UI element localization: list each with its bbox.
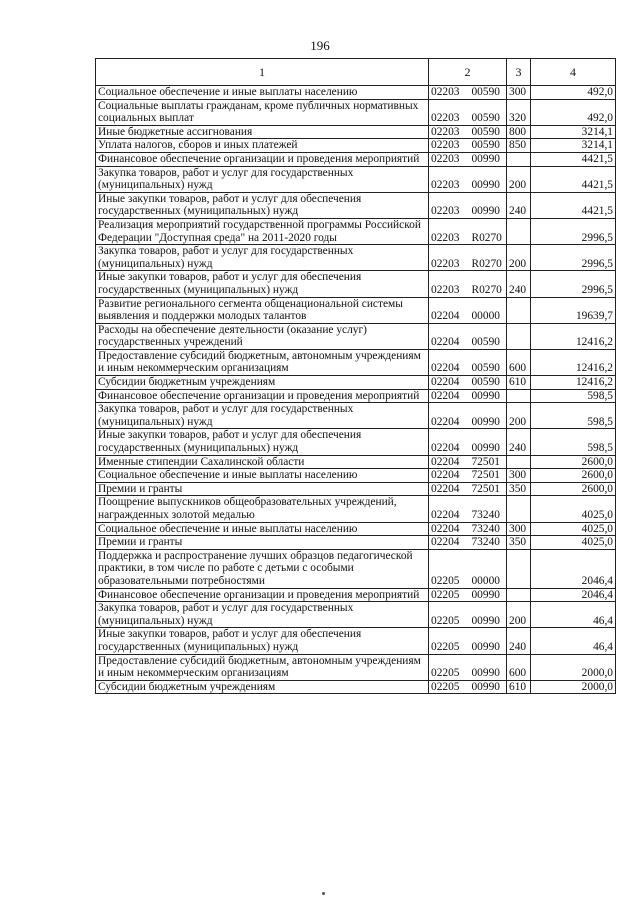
direction-code: 73240 [471, 536, 500, 549]
table-row [96, 536, 616, 550]
program-code: 02203 [431, 257, 460, 270]
program-code: 02203 [431, 139, 460, 152]
expense-type-cell: 300 [507, 522, 531, 536]
target-article-code-cell [429, 588, 507, 602]
target-article-code-cell [429, 628, 507, 654]
expense-name-cell: Социальные выплаты гражданам, кроме публичных нормативных социальных выплат [96, 99, 429, 125]
table-row [96, 323, 616, 349]
expense-name-cell: Социальное обеспечение и иные выплаты населению [96, 469, 429, 483]
expense-type-cell [507, 496, 531, 522]
target-article-code-cell [429, 680, 507, 694]
amount-cell: 2996,5 [531, 245, 616, 271]
target-article-code-cell [429, 429, 507, 455]
expense-name-cell: Социальное обеспечение и иные выплаты населению [96, 86, 429, 100]
program-code: 02204 [431, 362, 460, 375]
target-article-code-cell [429, 297, 507, 323]
program-code: 02205 [431, 588, 460, 601]
program-code: 02203 [431, 125, 460, 138]
program-code: 02204 [431, 522, 460, 535]
table-header-row [96, 59, 616, 86]
direction-code: 00590 [471, 125, 500, 138]
table-row [96, 496, 616, 522]
direction-code: R0270 [471, 257, 502, 270]
column-header-2: 2 [429, 59, 507, 86]
expense-type-cell [507, 549, 531, 588]
direction-code: 00990 [471, 442, 500, 455]
expense-type-cell [507, 455, 531, 469]
amount-cell: 3214,1 [531, 125, 616, 139]
expense-name-cell: Закупка товаров, работ и услуг для государственных (муниципальных) нужд [96, 602, 429, 628]
amount-cell: 598,5 [531, 389, 616, 403]
table-row [96, 271, 616, 297]
direction-code: 00990 [471, 640, 500, 653]
expense-type-cell [507, 152, 531, 166]
column-header-3: 3 [507, 59, 531, 86]
column-header-4: 4 [531, 59, 616, 86]
direction-code: 00590 [471, 376, 500, 389]
program-code: 02205 [431, 640, 460, 653]
direction-code: 72501 [471, 455, 500, 468]
expense-name-cell: Премии и гранты [96, 482, 429, 496]
program-code: 02204 [431, 376, 460, 389]
program-code: 02204 [431, 336, 460, 349]
amount-cell: 46,4 [531, 602, 616, 628]
amount-cell: 2046,4 [531, 549, 616, 588]
page-number: 196 [310, 38, 330, 53]
expense-type-cell: 800 [507, 125, 531, 139]
amount-cell: 4025,0 [531, 522, 616, 536]
amount-cell: 12416,2 [531, 323, 616, 349]
table-row [96, 99, 616, 125]
table-row [96, 125, 616, 139]
direction-code: 00590 [471, 139, 500, 152]
expense-type-cell [507, 389, 531, 403]
program-code: 02205 [431, 667, 460, 680]
expense-type-cell: 200 [507, 166, 531, 192]
expense-name-cell: Реализация мероприятий государственной программы Российской Федерации "Доступная среда" на 2011-2020 годы [96, 218, 429, 244]
expense-name-cell: Развитие регионального сегмента общенациональной системы выявления и поддержки молодых талантов [96, 297, 429, 323]
direction-code: R0270 [471, 283, 502, 296]
expense-type-cell: 610 [507, 680, 531, 694]
target-article-code-cell [429, 482, 507, 496]
direction-code: 00990 [471, 415, 500, 428]
program-code: 02204 [431, 455, 460, 468]
expense-type-cell [507, 323, 531, 349]
target-article-code-cell [429, 139, 507, 153]
expense-name-cell: Финансовое обеспечение организации и проведения мероприятий [96, 588, 429, 602]
amount-cell: 12416,2 [531, 349, 616, 375]
direction-code: 00590 [471, 86, 500, 98]
direction-code: 00990 [471, 179, 500, 192]
amount-cell: 3214,1 [531, 139, 616, 153]
expense-type-cell: 300 [507, 469, 531, 483]
target-article-code-cell [429, 86, 507, 100]
expense-type-cell: 320 [507, 99, 531, 125]
direction-code: 00590 [471, 112, 500, 125]
amount-cell: 2600,0 [531, 482, 616, 496]
program-code: 02204 [431, 310, 460, 323]
table-row [96, 86, 616, 100]
expense-type-cell: 350 [507, 536, 531, 550]
table-row [96, 588, 616, 602]
program-code: 02204 [431, 509, 460, 521]
program-code: 02204 [431, 389, 460, 402]
program-code: 02204 [431, 442, 460, 455]
table-row [96, 482, 616, 496]
target-article-code-cell [429, 125, 507, 139]
expense-type-cell: 610 [507, 376, 531, 390]
budget-table [95, 58, 616, 694]
program-code: 02203 [431, 152, 460, 165]
program-code: 02203 [431, 179, 460, 192]
expense-name-cell: Премии и гранты [96, 536, 429, 550]
direction-code: 00990 [471, 389, 500, 402]
amount-cell: 2996,5 [531, 218, 616, 244]
expense-name-cell: Закупка товаров, работ и услуг для государственных (муниципальных) нужд [96, 403, 429, 429]
amount-cell: 492,0 [531, 99, 616, 125]
expense-type-cell: 240 [507, 192, 531, 218]
table-row [96, 139, 616, 153]
table-row [96, 376, 616, 390]
program-code: 02204 [431, 482, 460, 495]
direction-code: 00990 [471, 588, 500, 601]
table-row [96, 455, 616, 469]
expense-name-cell: Иные закупки товаров, работ и услуг для обеспечения государственных (муниципальных) нужд [96, 192, 429, 218]
direction-code: 00590 [471, 362, 500, 375]
expense-type-cell: 200 [507, 245, 531, 271]
expense-type-cell: 600 [507, 654, 531, 680]
amount-cell: 2000,0 [531, 680, 616, 694]
expense-name-cell: Поддержка и распространение лучших образцов педагогической практики, в том числе по работе с детьми с особыми образовательными потребностями [96, 549, 429, 588]
program-code: 02205 [431, 680, 460, 693]
program-code: 02205 [431, 574, 460, 587]
table-row [96, 389, 616, 403]
expense-type-cell: 300 [507, 86, 531, 100]
table-row [96, 192, 616, 218]
target-article-code-cell [429, 271, 507, 297]
program-code: 02205 [431, 614, 460, 627]
table-row [96, 403, 616, 429]
direction-code: 73240 [471, 522, 500, 535]
amount-cell: 4421,5 [531, 192, 616, 218]
amount-cell: 492,0 [531, 86, 616, 100]
expense-type-cell: 240 [507, 271, 531, 297]
expense-type-cell: 200 [507, 403, 531, 429]
amount-cell: 4025,0 [531, 496, 616, 522]
expense-name-cell: Субсидии бюджетным учреждениям [96, 376, 429, 390]
expense-type-cell: 600 [507, 349, 531, 375]
program-code: 02203 [431, 231, 460, 244]
direction-code: 72501 [471, 482, 500, 495]
target-article-code-cell [429, 654, 507, 680]
table-row [96, 297, 616, 323]
program-code: 02204 [431, 469, 460, 482]
direction-code: 72501 [471, 469, 500, 482]
expense-type-cell: 240 [507, 429, 531, 455]
table-row [96, 218, 616, 244]
expense-name-cell: Предоставление субсидий бюджетным, автономным учреждениям и иным некоммерческим организациям [96, 654, 429, 680]
target-article-code-cell [429, 469, 507, 483]
target-article-code-cell [429, 389, 507, 403]
target-article-code-cell [429, 99, 507, 125]
expense-name-cell: Поощрение выпускников общеобразовательных учреждений, награжденных золотой медалью [96, 496, 429, 522]
expense-name-cell: Именные стипендии Сахалинской области [96, 455, 429, 469]
expense-name-cell: Закупка товаров, работ и услуг для государственных (муниципальных) нужд [96, 245, 429, 271]
expense-name-cell: Субсидии бюджетным учреждениям [96, 680, 429, 694]
expense-name-cell: Иные бюджетные ассигнования [96, 125, 429, 139]
expense-name-cell: Социальное обеспечение и иные выплаты населению [96, 522, 429, 536]
program-code: 02204 [431, 415, 460, 428]
expense-name-cell: Финансовое обеспечение организации и проведения мероприятий [96, 389, 429, 403]
program-code: 02204 [431, 536, 460, 549]
expense-type-cell: 200 [507, 602, 531, 628]
amount-cell: 2600,0 [531, 455, 616, 469]
target-article-code-cell [429, 403, 507, 429]
target-article-code-cell [429, 522, 507, 536]
target-article-code-cell [429, 349, 507, 375]
direction-code: R0270 [471, 231, 502, 244]
program-code: 02203 [431, 112, 460, 125]
amount-cell: 4025,0 [531, 536, 616, 550]
table-row [96, 628, 616, 654]
expense-name-cell: Уплата налогов, сборов и иных платежей [96, 139, 429, 153]
expense-type-cell: 850 [507, 139, 531, 153]
amount-cell: 2000,0 [531, 654, 616, 680]
expense-name-cell: Закупка товаров, работ и услуг для государственных (муниципальных) нужд [96, 166, 429, 192]
expense-type-cell: 240 [507, 628, 531, 654]
target-article-code-cell [429, 245, 507, 271]
scan-speck [322, 892, 325, 895]
table-row [96, 349, 616, 375]
amount-cell: 4421,5 [531, 166, 616, 192]
target-article-code-cell [429, 166, 507, 192]
table-row [96, 549, 616, 588]
direction-code: 00990 [471, 205, 500, 218]
amount-cell: 598,5 [531, 429, 616, 455]
expense-name-cell: Финансовое обеспечение организации и проведения мероприятий [96, 152, 429, 166]
table-row [96, 152, 616, 166]
target-article-code-cell [429, 536, 507, 550]
expense-name-cell: Иные закупки товаров, работ и услуг для обеспечения государственных (муниципальных) нужд [96, 628, 429, 654]
table-row [96, 469, 616, 483]
target-article-code-cell [429, 549, 507, 588]
target-article-code-cell [429, 218, 507, 244]
target-article-code-cell [429, 602, 507, 628]
table-row [96, 166, 616, 192]
direction-code: 00990 [471, 614, 500, 627]
table-row [96, 680, 616, 694]
direction-code: 00590 [471, 336, 500, 349]
amount-cell: 12416,2 [531, 376, 616, 390]
target-article-code-cell [429, 152, 507, 166]
expense-type-cell [507, 218, 531, 244]
expense-type-cell: 350 [507, 482, 531, 496]
expense-name-cell: Иные закупки товаров, работ и услуг для обеспечения государственных (муниципальных) нужд [96, 271, 429, 297]
table-row [96, 245, 616, 271]
expense-name-cell: Расходы на обеспечение деятельности (оказание услуг) государственных учреждений [96, 323, 429, 349]
table-row [96, 654, 616, 680]
direction-code: 00990 [471, 680, 500, 693]
table-row [96, 602, 616, 628]
direction-code: 73240 [471, 509, 500, 521]
table-body [96, 86, 616, 694]
amount-cell: 2600,0 [531, 469, 616, 483]
amount-cell: 19639,7 [531, 297, 616, 323]
direction-code: 00000 [471, 574, 500, 587]
amount-cell: 2046,4 [531, 588, 616, 602]
table-row [96, 522, 616, 536]
amount-cell: 2996,5 [531, 271, 616, 297]
table-row [96, 429, 616, 455]
program-code: 02203 [431, 205, 460, 218]
expense-type-cell [507, 588, 531, 602]
direction-code: 00990 [471, 667, 500, 680]
target-article-code-cell [429, 496, 507, 522]
amount-cell: 46,4 [531, 628, 616, 654]
target-article-code-cell [429, 323, 507, 349]
direction-code: 00990 [471, 152, 500, 165]
expense-name-cell: Предоставление субсидий бюджетным, автономным учреждениям и иным некоммерческим организациям [96, 349, 429, 375]
direction-code: 00000 [471, 310, 500, 323]
expense-name-cell: Иные закупки товаров, работ и услуг для обеспечения государственных (муниципальных) нужд [96, 429, 429, 455]
target-article-code-cell [429, 192, 507, 218]
target-article-code-cell [429, 455, 507, 469]
amount-cell: 4421,5 [531, 152, 616, 166]
target-article-code-cell [429, 376, 507, 390]
column-header-1: 1 [96, 59, 429, 86]
expense-type-cell [507, 297, 531, 323]
program-code: 02203 [431, 283, 460, 296]
program-code: 02203 [431, 86, 460, 98]
amount-cell: 598,5 [531, 403, 616, 429]
